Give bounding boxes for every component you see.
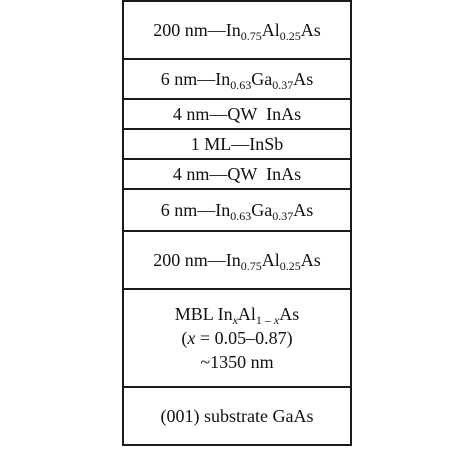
layer-qw-inas-lower [124, 158, 350, 188]
layer-label: 4 nm—QW InAs [172, 163, 302, 184]
layer-qw-inas-upper [124, 98, 350, 128]
layer-label: 6 $nm—In_{0.63}Ga_{0.37}As$ [160, 68, 314, 92]
layer-label: (001) substrate GaAs [160, 405, 314, 426]
layer-insb-monolayer [124, 128, 350, 158]
layer-label: 1 ML—InSb [190, 133, 284, 154]
layer-label: 200 $nm—In_{0.75}Al_{0.25}As$ [153, 19, 321, 43]
layer-inalas-bottom-barrier [124, 230, 350, 288]
mbl-composition-label: MBL $In_xAl_{1 - x}As$ [174, 303, 300, 327]
layer-label: 200 $nm—In_{0.75}Al_{0.25}As$ [153, 249, 321, 273]
layer-metamorphic-buffer [124, 288, 350, 386]
mbl-subscript: 1 – x [255, 312, 280, 327]
layer-ingaas-lower [124, 188, 350, 230]
layer-substrate-gaas [124, 386, 350, 444]
mbl-thickness-label: ~1350 nm [200, 352, 274, 373]
mbl-range-label: (x = 0.05–0.87) [181, 327, 293, 348]
layer-label: 4 nm—QW InAs [172, 103, 302, 124]
layer-stack-diagram [122, 0, 352, 446]
layer-label: 6 $nm—In_{0.63}Ga_{0.37}As$ [160, 199, 314, 223]
layer-ingaas-upper [124, 58, 350, 98]
layer-inalas-top-barrier [124, 0, 350, 58]
